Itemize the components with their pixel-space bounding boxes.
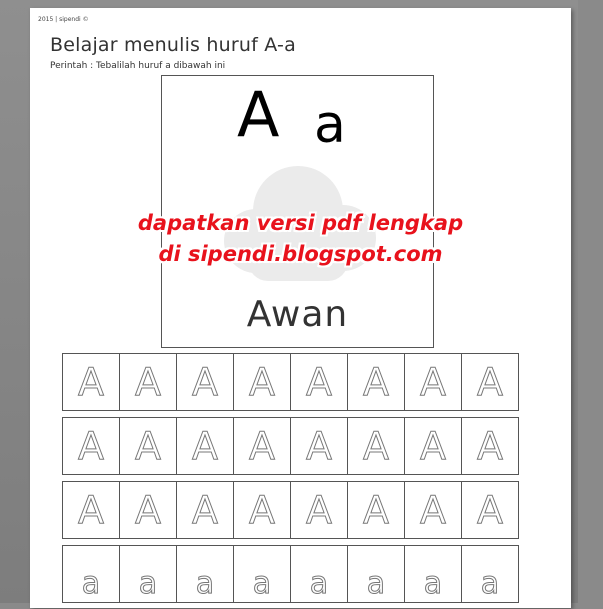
practice-cell <box>461 481 519 539</box>
practice-cell <box>347 353 405 411</box>
practice-cell <box>233 545 291 603</box>
practice-cell <box>119 481 177 539</box>
trace-letter: A <box>78 360 104 404</box>
practice-grid <box>62 353 518 609</box>
watermark-line-2: di sipendi.blogspot.com <box>158 242 443 266</box>
trace-letter: A <box>249 488 275 532</box>
practice-cell <box>290 353 348 411</box>
trace-letter: a <box>195 565 215 601</box>
trace-letter: A <box>420 488 446 532</box>
practice-cell <box>176 417 234 475</box>
trace-letter: a <box>480 565 500 601</box>
practice-cell <box>290 481 348 539</box>
trace-letter: A <box>363 360 389 404</box>
trace-letter: A <box>306 424 332 468</box>
practice-cell <box>347 545 405 603</box>
trace-letter: a <box>252 565 272 601</box>
practice-row <box>62 481 518 539</box>
practice-cell <box>290 545 348 603</box>
trace-letter: A <box>192 424 218 468</box>
practice-cell <box>461 545 519 603</box>
practice-row <box>62 417 518 475</box>
practice-cell <box>62 417 120 475</box>
trace-letter: A <box>420 424 446 468</box>
practice-cell <box>461 417 519 475</box>
practice-cell <box>62 353 120 411</box>
trace-letter: A <box>363 488 389 532</box>
trace-letter: a <box>366 565 386 601</box>
practice-cell <box>404 353 462 411</box>
trace-letter: A <box>249 360 275 404</box>
big-lower-letter: a <box>314 95 346 155</box>
trace-letter: a <box>423 565 443 601</box>
practice-cell <box>404 545 462 603</box>
practice-cell <box>233 417 291 475</box>
practice-cell <box>461 353 519 411</box>
trace-letter: A <box>135 424 161 468</box>
practice-cell <box>176 481 234 539</box>
trace-letter: A <box>78 488 104 532</box>
practice-row <box>62 545 518 603</box>
practice-cell <box>290 417 348 475</box>
practice-cell <box>176 353 234 411</box>
practice-cell <box>119 353 177 411</box>
trace-letter: A <box>477 360 503 404</box>
trace-letter: a <box>309 565 329 601</box>
trace-letter: A <box>306 360 332 404</box>
practice-cell <box>347 481 405 539</box>
watermark <box>30 208 571 270</box>
practice-cell <box>233 353 291 411</box>
trace-letter: A <box>363 424 389 468</box>
practice-cell <box>347 417 405 475</box>
trace-letter: a <box>138 565 158 601</box>
trace-letter: A <box>78 424 104 468</box>
document-page <box>30 8 571 608</box>
practice-cell <box>62 481 120 539</box>
credit-text: 2015 | sipendi © <box>38 16 89 23</box>
practice-cell <box>119 417 177 475</box>
picture-word: Awan <box>246 294 349 335</box>
trace-letter: A <box>420 360 446 404</box>
trace-letter: A <box>306 488 332 532</box>
trace-letter: A <box>192 488 218 532</box>
practice-cell <box>233 481 291 539</box>
page-title: Belajar menulis huruf A-a <box>50 34 296 56</box>
practice-cell <box>404 481 462 539</box>
practice-cell <box>404 417 462 475</box>
trace-letter: A <box>477 488 503 532</box>
scrollbar[interactable] <box>578 0 603 603</box>
trace-letter: A <box>249 424 275 468</box>
practice-row <box>62 353 518 411</box>
trace-letter: A <box>135 360 161 404</box>
trace-letter: a <box>81 565 101 601</box>
practice-cell <box>62 545 120 603</box>
practice-cell <box>119 545 177 603</box>
instruction-text: Perintah : Tebalilah huruf a dibawah ini <box>50 61 226 71</box>
big-upper-letter: A <box>237 78 280 151</box>
watermark-line-1: dapatkan versi pdf lengkap <box>137 211 464 235</box>
practice-cell <box>176 545 234 603</box>
trace-letter: A <box>477 424 503 468</box>
trace-letter: A <box>135 488 161 532</box>
trace-letter: A <box>192 360 218 404</box>
